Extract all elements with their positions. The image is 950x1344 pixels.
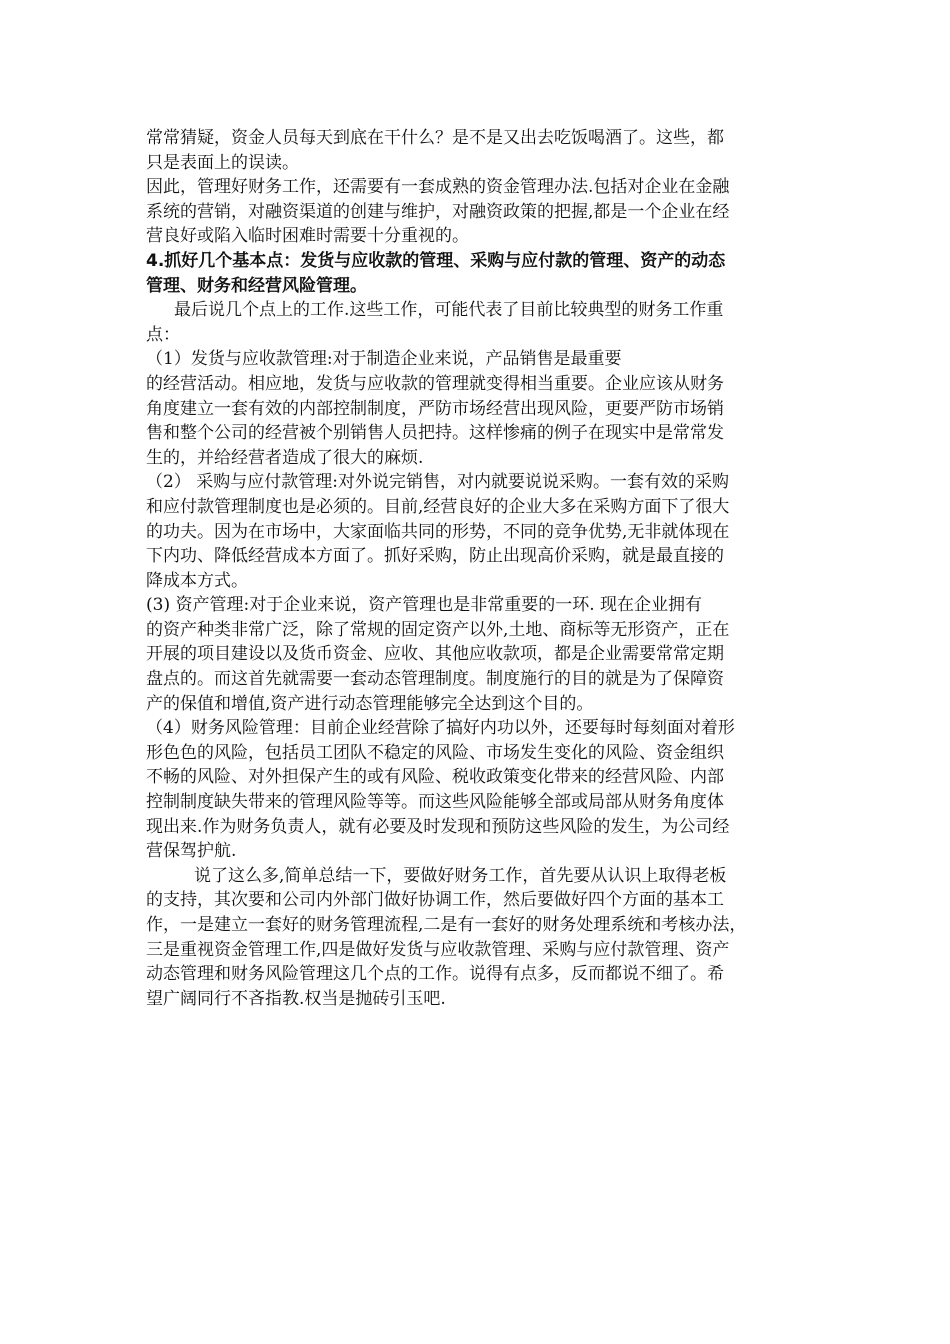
text-line: 系统的营销，对融资渠道的创建与维护，对融资政策的把握,都是一个企业在经 [146, 201, 730, 222]
text-line: 常常猜疑，资金人员每天到底在干什么？是不是又出去吃饭喝酒了。这些，都 [146, 128, 724, 148]
text-line: 因此，管理好财务工作，还需要有一套成熟的资金管理办法.包括对企业在金融 [146, 177, 730, 198]
text-line: 产的保值和增值,资产进行动态管理能够完全达到这个目的。 [146, 693, 594, 714]
text-line: 售和整个公司的经营被个别销售人员把持。这样惨痛的例子在现实中是常常发 [146, 423, 724, 444]
text-line: 控制制度缺失带来的管理风险等等。而这些风险能够全部或局部从财务角度体 [146, 792, 724, 813]
text-line: （4）财务风险管理：目前企业经营除了搞好内功以外，还要每时每刻面对着形 [146, 718, 735, 739]
text-line: 生的，并给经营者造成了很大的麻烦. [146, 447, 424, 468]
text-line: 营良好或陷入临时困难时需要十分重视的。 [146, 226, 469, 247]
text-line: 营保驾护航. [146, 841, 237, 862]
text-line: 不畅的风险、对外担保产生的或有风险、税收政策变化带来的经营风险、内部 [146, 767, 724, 788]
text-line: （2） 采购与应付款管理:对外说完销售，对内就要说说采购。一套有效的采购 [146, 472, 729, 493]
text-line: 下内功、降低经营成本方面了。抓好采购，防止出现高价采购，就是最直接的 [146, 546, 724, 567]
text-line: 开展的项目建设以及货币资金、应收、其他应收款项，都是企业需要常常定期 [146, 644, 724, 665]
text-line: 降成本方式。 [146, 570, 248, 591]
text-line: 现出来.作为财务负责人，就有必要及时发现和预防这些风险的发生，为公司经 [146, 816, 730, 837]
text-line: 的经营活动。相应地，发货与应收款的管理就变得相当重要。企业应该从财务 [146, 373, 724, 394]
text-line: 的支持，其次要和公司内外部门做好协调工作，然后要做好四个方面的基本工 [146, 890, 724, 911]
text-line: （1）发货与应收款管理:对于制造企业来说，产品销售是最重要 [146, 349, 622, 370]
text-line: 角度建立一套有效的内部控制制度，严防市场经营出现风险，更要严防市场销 [146, 398, 724, 419]
text-line: 三是重视资金管理工作,四是做好发货与应收款管理、采购与应付款管理、资产 [146, 939, 730, 960]
text-line: 作，一是建立一套好的财务管理流程,二是有一套好的财务处理系统和考核办法， [146, 915, 747, 935]
text-line: 的功夫。因为在市场中，大家面临共同的形势，不同的竞争优势,无非就体现在 [146, 521, 730, 542]
text-line: 望广阔同行不吝指教.权当是抛砖引玉吧. [146, 988, 446, 1009]
text-line: 最后说几个点上的工作.这些工作，可能代表了目前比较典型的财务工作重 [174, 300, 724, 321]
text-line: 的资产种类非常广泛，除了常规的固定资产以外,土地、商标等无形资产，正在 [146, 619, 730, 640]
text-line: 说了这么多,简单总结一下，要做好财务工作，首先要从认识上取得老板 [194, 865, 727, 886]
text-line: (3) 资产管理:对于企业来说，资产管理也是非常重要的一环. 现在企业拥有 [146, 595, 703, 616]
text-line: 点： [146, 324, 180, 345]
section-heading: 4.抓好几个基本点：发货与应收款的管理、采购与应付款的管理、资产的动态 [146, 250, 726, 271]
text-line: 只是表面上的误读。 [146, 152, 299, 173]
text-line: 盘点的。而这首先就需要一套动态管理制度。制度施行的目的就是为了保障资 [146, 669, 724, 690]
section-heading: 管理、财务和经营风险管理。 [146, 275, 367, 296]
text-line: 形色色的风险，包括员工团队不稳定的风险、市场发生变化的风险、资金组织 [146, 742, 724, 763]
text-line: 动态管理和财务风险管理这几个点的工作。说得有点多，反而都说不细了。希 [146, 964, 724, 985]
document-body [146, 126, 826, 1011]
text-line: 和应付款管理制度也是必须的。目前,经营良好的企业大多在采购方面下了很大 [146, 496, 730, 517]
